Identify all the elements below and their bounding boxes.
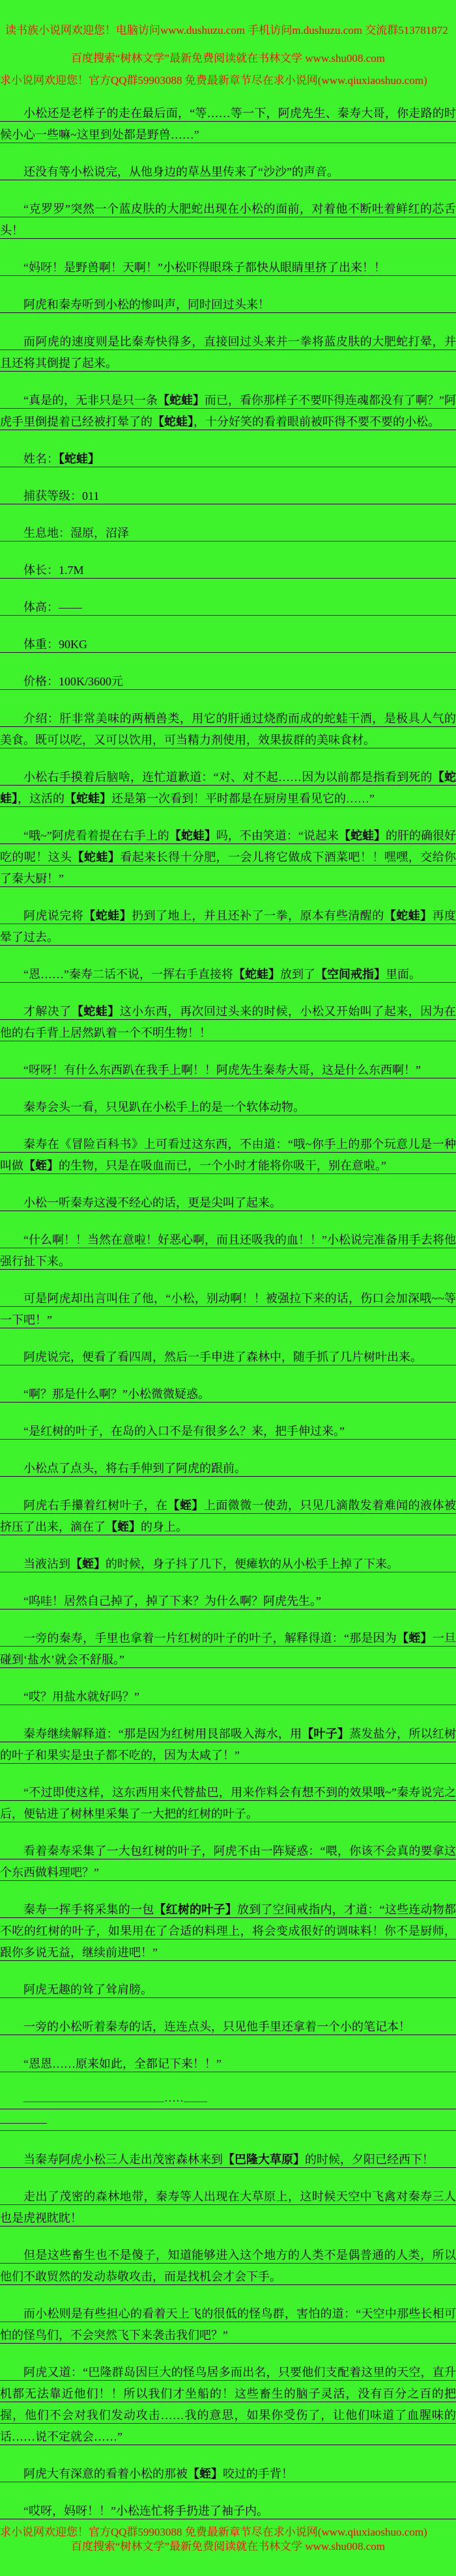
paragraph: 一旁的小松听着秦寿的话，连连点头，只见他手里还拿着一个小的笔记本！	[0, 2016, 456, 2038]
paragraph: “哎呀，妈呀！！”小松连忙将手扔进了袖子内。	[0, 2501, 456, 2522]
paragraph: 阿虎和秦寿听到小松的惨叫声，同时回过头来！	[0, 294, 456, 316]
paragraph: “不过即使这样，这东西用来代替盐巴，用来作料会有想不到的效果哦~”秦寿说完之后，便钻进了树林里采集了一大把的红树的叶子。	[0, 1782, 456, 1825]
paragraph: 当秦寿阿虎小松三人走出茂密森林来到【巴隆大草原】的时候，夕阳已经西下！	[0, 2149, 456, 2171]
paragraph: “恩恩……原来如此，全都记下来！！”	[0, 2053, 456, 2075]
paragraph: 但是这些畜生也不是傻子，知道能够进入这个地方的人类不是偶普通的人类，所以他们不敢贸然的发动恭敬攻击，而是找机会才会下手。	[0, 2245, 456, 2288]
paragraph: “啊？那是什么啊？”小松微微疑惑。	[0, 1384, 456, 1405]
paragraph: 阿虎无趣的耸了耸肩膀。	[0, 1979, 456, 2001]
paragraph: “哦~”阿虎看着提在右手上的【蛇蛙】吗，不由笑道：“说起来【蛇蛙】的肝的确很好吃的呢！这头【蛇蛙】看起来长得十分肥，一会儿将它做成下酒菜吧！！嘿嘿，交给你了秦大厨！”	[0, 825, 456, 890]
paragraph: 体长：1.7M	[0, 560, 456, 581]
paragraph: “恩……”秦寿二话不说，一挥右手直接将【蛇蛙】放到了【空间戒指】里面。	[0, 964, 456, 985]
paragraph: 还没有等小松说完，从他身边的草丛里传来了“沙沙”的声音。	[0, 161, 456, 183]
paragraph: 阿虎又道：“巴隆群岛因巨大的怪鸟居多而出名，只要他们支配着这里的天空，直升机都无法靠近他们！！所以我们才坐船的！这些畜生的脑子灵活，没有百分之百的把握，他们不会对我们发动攻击……我的意思，如果你受伤了，让他们味道了血腥味的话……说不定就会……”	[0, 2362, 456, 2448]
paragraph: “什么啊！！当然在意啦！好恶心啊，而且还吸我的血！！”小松说完准备用手去将他强行扯下来。	[0, 1229, 456, 1272]
paragraph: “妈呀！是野兽啊！天啊！”小松吓得眼珠子都快从眼睛里挤了出来！！	[0, 257, 456, 279]
paragraph: 小松点了点头，将右手伸到了阿虎的跟前。	[0, 1458, 456, 1479]
paragraph: 而阿虎的速度则是比秦寿快得多，直接回过头来并一拳将蓝皮肤的大肥蛇打晕，并且还将其倒提了起来。	[0, 331, 456, 374]
paragraph: “是红树的叶子，在岛的入口不是有很多么？来，把手伸过来。”	[0, 1421, 456, 1442]
paragraph: 可是阿虎却出言叫住了他，“小松，别动啊！！被强拉下来的话，伤口会加深哦~~等一下吧！”	[0, 1288, 456, 1331]
paragraph: 阿虎说完将【蛇蛙】扔到了地上，并且还补了一拳，原本有些清醒的【蛇蛙】再度晕了过去。	[0, 905, 456, 948]
chapter-text	[0, 103, 456, 2522]
scene-divider: ————————————·····—— ————	[0, 2090, 456, 2133]
paragraph: 生息地：湿原，沼泽	[0, 523, 456, 544]
paragraph: 体高：——	[0, 597, 456, 618]
paragraph: 价格：100K/3600元	[0, 671, 456, 692]
paragraph: 介绍：肝非常美味的两栖兽类，用它的肝通过烧酌而成的蛇蛙干酒，是极具人气的美食。既可以吃，又可以饮用，可当精力剂使用，效果拔群的美味食材。	[0, 708, 456, 751]
paragraph: “呜哇！居然自己掉了，掉了下来？为什么啊？阿虎先生。”	[0, 1591, 456, 1612]
promo-line-shulin-bottom: 百度搜索“树林文学”最新免费阅读就在书林文学 www.shu008.com	[71, 2540, 385, 2553]
paragraph: 秦寿在《冒险百科书》上可看过这东西，不由道：“哦~你手上的那个玩意儿是一种叫做【蛭】的生物，只是在吸血而已，一个小时才能将你吸干，别在意啦。”	[0, 1134, 456, 1177]
paragraph: 捕获等级：011	[0, 486, 456, 507]
promo-line-dushuzu: 读书族小说网欢迎您！电脑访问www.dushuzu.com 手机访问m.dushuzu.com 交流群513781872	[5, 24, 448, 36]
paragraph: 秦寿会头一看，只见趴在小松手上的是一个软体动物。	[0, 1097, 456, 1118]
paragraph: 而小松则是有些担心的看着天上飞的很低的怪鸟群，害怕的道：“天空中那些长相可怕的怪鸟们，不会突然飞下来袭击我们吧？”	[0, 2303, 456, 2346]
paragraph: 当液沾到【蛭】的时候，身子抖了几下，便瘫软的从小松手上掉了下来。	[0, 1554, 456, 1575]
paragraph: 姓名：【蛇蛙】	[0, 448, 456, 470]
paragraph: 才解决了【蛇蛙】这小东西，再次回过头来的时候，小松又开始叫了起来，因为在他的右手背上居然趴着一个不明生物！！	[0, 1001, 456, 1044]
promo-line-shulin-top: 百度搜索“树林文学”最新免费阅读就在书林文学 www.shu008.com	[71, 52, 385, 64]
site-promo-footer	[0, 2525, 456, 2558]
paragraph: 秦寿继续解释道：“那是因为红树用艮部吸入海水，用【叶子】蒸发盐分，所以红树的叶子和果实是虫子都不吃的，因为太咸了！”	[0, 1723, 456, 1766]
promo-line-qiuxiaoshuo-top: 求小说网欢迎您！官方QQ群59903088 免费最新章节尽在求小说网(www.qiuxiaoshuo.com)	[0, 74, 427, 87]
paragraph: 小松右手摸着后脑啥，连忙道歉道：“对、对不起……因为以前都是指看到死的【蛇蛙】，这活的【蛇蛙】还是第一次看到！平时都是在厨房里看见它的……”	[0, 767, 456, 810]
paragraph: “哎？用盐水就好吗？”	[0, 1686, 456, 1708]
paragraph: 阿虎大有深意的看着小松的那被【蛭】咬过的手背！	[0, 2463, 456, 2485]
promo-line-qiuxiaoshuo-bottom: 求小说网欢迎您！官方QQ群59903088 免费最新章节尽在求小说网(www.qiuxiaoshuo.com)	[0, 2526, 427, 2538]
paragraph: “克罗罗”突然一个蓝皮肤的大肥蛇出现在小松的面前，对着他不断吐着鲜红的芯舌头！	[0, 199, 456, 241]
paragraph: 走出了茂密的森林地带，秦寿等人出现在大草原上，这时候天空中飞禽对秦寿三人也是虎视眈眈！	[0, 2186, 456, 2229]
paragraph: 小松一听秦寿这漫不经心的话，更是尖叫了起来。	[0, 1192, 456, 1214]
paragraph: 一旁的秦寿，手里也拿着一片红树的叶子的叶子，解释得道：“那是因为【蛭】一旦碰到‘盐水’就会不舒服。”	[0, 1628, 456, 1671]
paragraph: 秦寿一挥手将采集的一包【红树的叶子】放到了空间戒指内，才道：“这些连动物都不吃的红树的叶子，如果用在了合适的料理上，将会变成很好的调味料！你不是厨师，跟你多说无益，继续前进吧！”	[0, 1899, 456, 1964]
site-promo-header	[0, 23, 456, 87]
paragraph: “呀呀！有什么东西趴在我手上啊！！阿虎先生秦寿大哥，这是什么东西啊！”	[0, 1060, 456, 1081]
paragraph: 阿虎右手攥着红树叶子，在【蛭】上面微微一使劲，只见几滴散发着难闻的液体被挤压了出来，滴在了【蛭】的身上。	[0, 1495, 456, 1538]
paragraph: 阿虎说完，便看了看四周，然后一手申进了森林中，随手抓了几片树叶出来。	[0, 1347, 456, 1368]
paragraph: “真是的，无非只是只一条【蛇蛙】而已，看你那样子不要吓得连魂都没有了啊？”阿虎手里倒提着已经被打晕了的【蛇蛙】，十分好笑的看着眼前被吓得不要不要的小松。	[0, 390, 456, 433]
paragraph: 小松还是老样子的走在最后面，“等……等一下，阿虎先生、秦寿大哥，你走路的时候小心一些嘛~这里到处都是野兽……”	[0, 103, 456, 146]
paragraph: 体重：90KG	[0, 634, 456, 655]
paragraph: 看着秦寿采集了一大包红树的叶子，阿虎不由一阵疑惑：“喂，你该不会真的要拿这个东西做料理吧？”	[0, 1841, 456, 1884]
